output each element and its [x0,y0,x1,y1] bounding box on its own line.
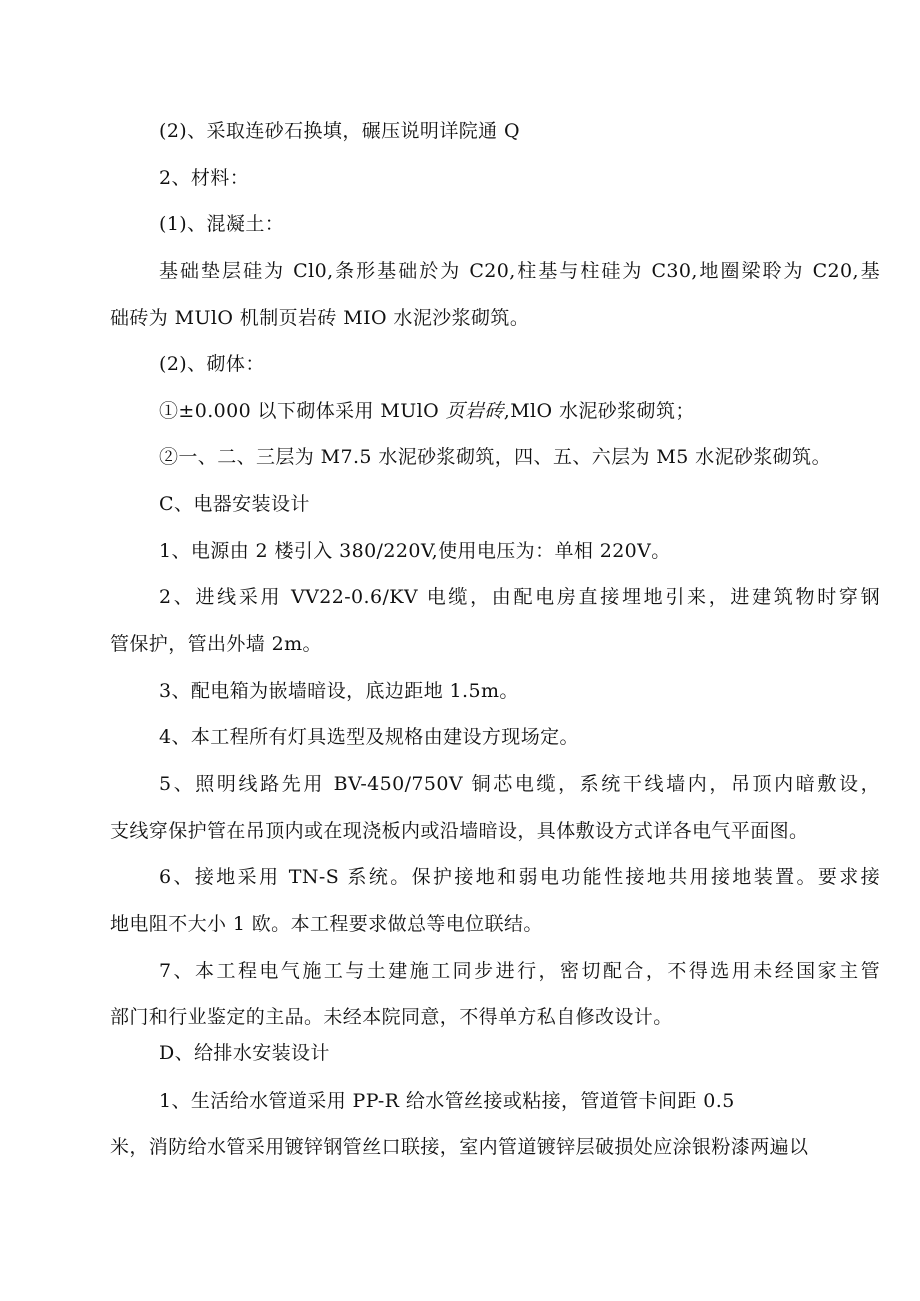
paragraph-line: 地电阻不大小 1 欧。本工程要求做总等电位联结。 [110,913,543,935]
section-heading: D、给排水安装设计 [159,1042,330,1064]
section-heading: 2、材料： [159,167,250,189]
paragraph-line: 米，消防给水管采用镀锌钢管丝口联接，室内管道镀锌层破损处应涂银粉漆两遍以 [110,1136,809,1158]
paragraph-line: ②一、二、三层为 M7.5 水泥砂浆砌筑，四、五、六层为 M5 水泥砂浆砌筑。 [159,446,831,468]
paragraph-line: 基础垫层硅为 Cl0,条形基础於为 C20,柱基与柱硅为 C30,地圈梁聆为 C20,基 [159,260,880,282]
subsection-heading: (2)、砌体： [159,353,265,375]
paragraph-line: 1、电源由 2 楼引入 380/220V,使用电压为：单相 220V。 [159,540,671,562]
section-heading: C、电器安装设计 [159,493,310,515]
paragraph-line [0,397,920,425]
line-segment: ①±0.000 以下砌体采用 MUlO [159,400,446,422]
paragraph-line: 部门和行业鉴定的主品。未经本院同意，不得单方私自修改设计。 [110,1006,673,1028]
italic-segment: 页岩砖 [445,400,504,422]
paragraph-line: 3、配电箱为嵌墙暗设，底边距地 1.5m。 [159,680,519,702]
paragraph-line: 6、接地采用 TN-S 系统。保护接地和弱电功能性接地共用接地装置。要求接 [159,866,880,888]
paragraph-line: 7、本工程电气施工与土建施工同步进行，密切配合，不得选用未经国家主管 [159,960,880,982]
paragraph-line: 支线穿保护管在吊顶内或在现浇板内或沿墙暗设，具体敷设方式详各电气平面图。 [110,820,809,842]
subsection-heading: (1)、混凝土： [159,213,285,235]
paragraph-line: 2、进线采用 VV22-0.6/KV 电缆，由配电房直接埋地引来，进建筑物时穿钢 [159,586,880,608]
paragraph-line: (2)、采取连砂石换填，碾压说明详院通 Q [159,120,520,142]
paragraph-line: 1、生活给水管道采用 PP-R 给水管丝接或粘接，管道管卡间距 0.5 [159,1090,735,1112]
paragraph-line: 础砖为 MUlO 机制页岩砖 MIO 水泥沙浆砌筑。 [110,307,530,329]
paragraph-line: 5、照明线路先用 BV-450/750V 铜芯电缆，系统干线墙内，吊顶内暗敷设， [159,773,880,795]
paragraph-line: 4、本工程所有灯具选型及规格由建设方现场定。 [159,726,579,748]
paragraph-line: 管保护，管出外墙 2m。 [110,633,322,655]
line-segment: ,MlO 水泥砂浆砌筑； [503,400,695,422]
